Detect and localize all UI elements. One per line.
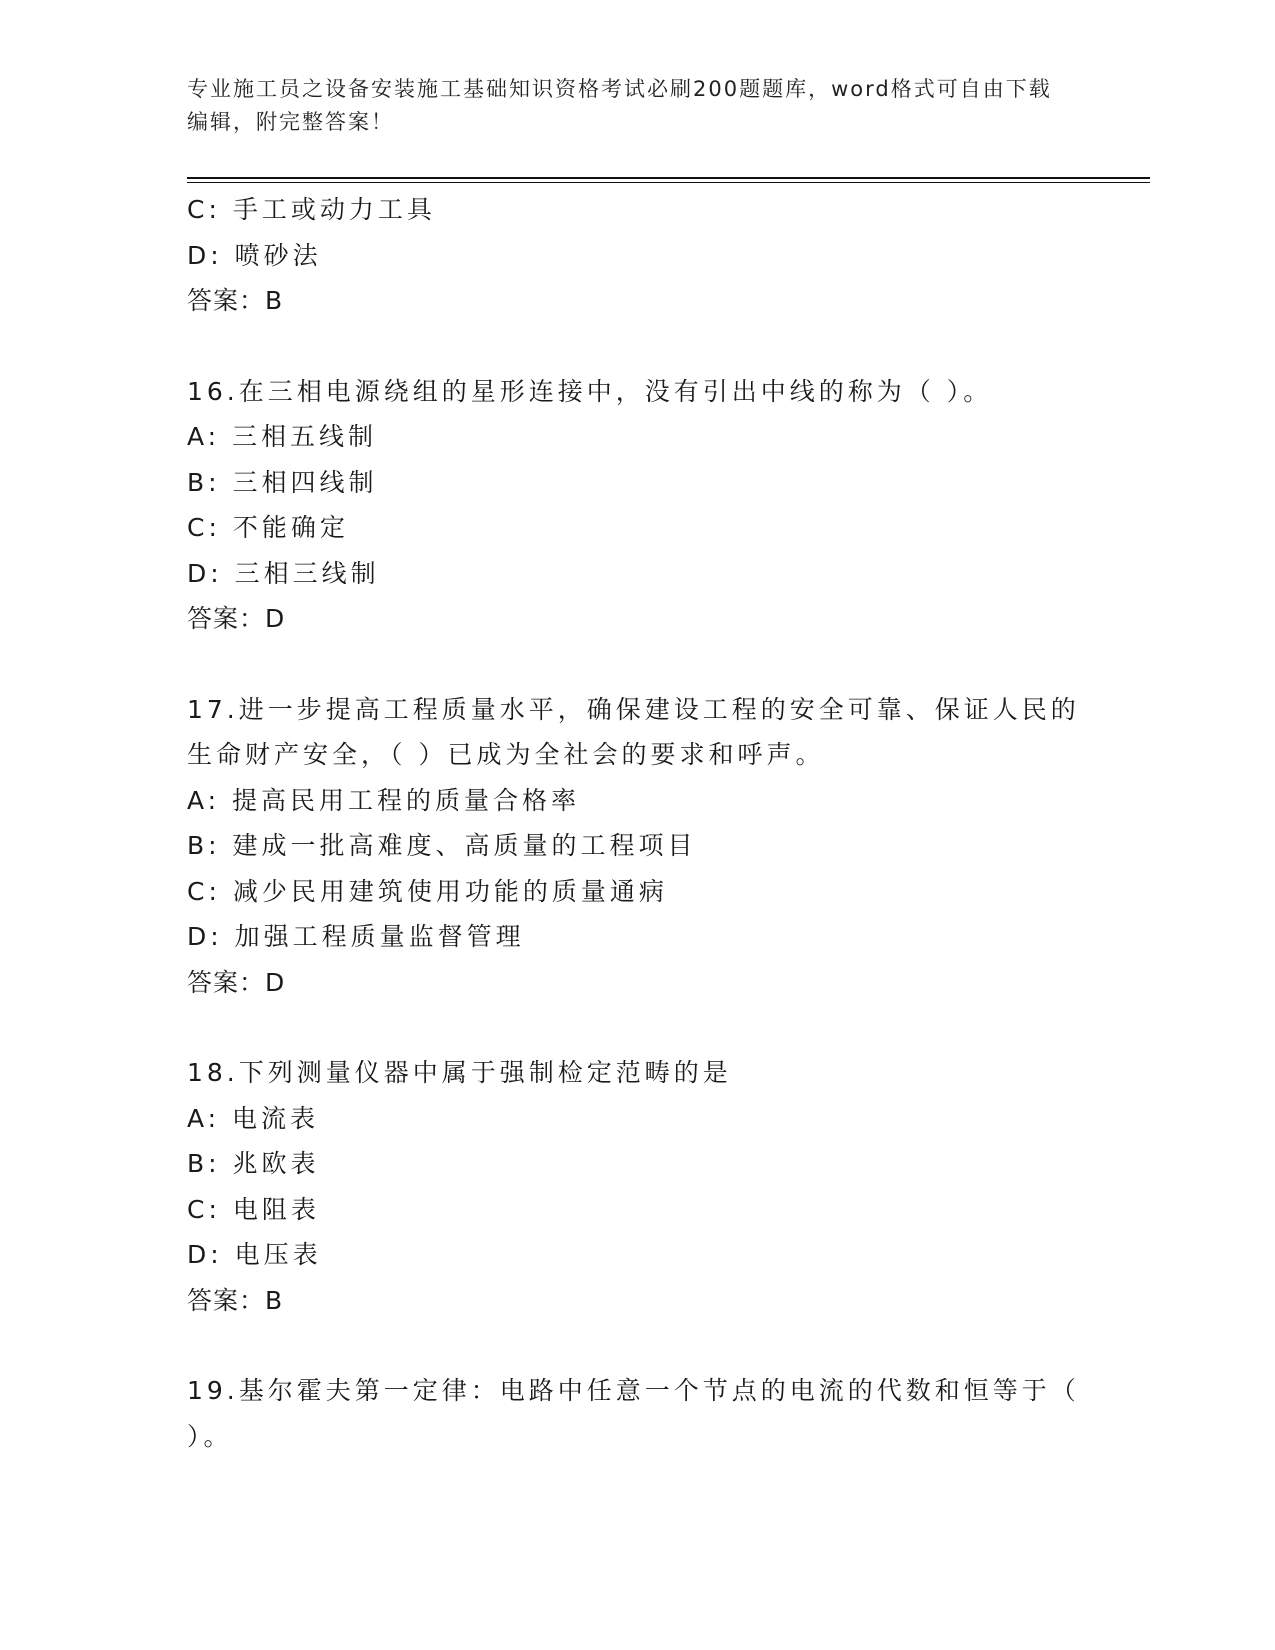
spacer	[187, 324, 1087, 369]
option-key: B:	[187, 467, 221, 497]
option-key: C:	[187, 1194, 221, 1224]
spacer	[187, 1005, 1087, 1050]
option-text: 三相三线制	[234, 558, 380, 588]
header-divider-thick	[187, 177, 1150, 179]
answer-line: 答案：D	[187, 604, 286, 633]
option-text: 不能确定	[232, 513, 349, 542]
option-key: C:	[187, 876, 221, 906]
page-header: 专业施工员之设备安装施工基础知识资格考试必刷200题题库，word格式可自由下载编辑，附完整答案！	[187, 77, 1052, 134]
option-text: 电阻表	[232, 1194, 320, 1224]
option-key: B:	[187, 831, 221, 860]
header-divider-thin	[187, 182, 1150, 183]
question-text-continued: ）。	[187, 1421, 233, 1451]
option-line	[187, 1187, 1087, 1233]
option-line	[187, 823, 1087, 869]
option-key: D:	[187, 1240, 223, 1269]
option-key: B:	[187, 1149, 221, 1178]
option-line	[187, 187, 1087, 233]
question-text-continued: 生命财产安全，（ ）已成为全社会的要求和呼声。	[187, 740, 825, 769]
option-key: C:	[187, 195, 221, 224]
question-list	[187, 187, 1087, 1459]
option-key: C:	[187, 513, 221, 542]
option-line	[187, 233, 1087, 279]
option-text: 喷砂法	[234, 240, 322, 270]
option-line	[187, 460, 1087, 506]
option-line	[187, 505, 1087, 551]
answer-line: 答案：B	[187, 1285, 284, 1315]
question-text: 17.进一步提高工程质量水平，确保建设工程的安全可靠、保证人民的	[187, 694, 1080, 724]
question-block-16	[187, 369, 1087, 642]
spacer	[187, 642, 1087, 687]
option-text: 三相五线制	[232, 422, 378, 451]
option-line	[187, 869, 1087, 915]
option-text: 减少民用建筑使用功能的质量通病	[232, 876, 668, 906]
option-line	[187, 914, 1087, 960]
option-line	[187, 414, 1087, 460]
partial-question-block	[187, 187, 1087, 324]
option-text: 提高民用工程的质量合格率	[232, 785, 581, 815]
option-text: 兆欧表	[232, 1149, 320, 1178]
option-line	[187, 778, 1087, 824]
question-text: 19.基尔霍夫第一定律：电路中任意一个节点的电流的代数和恒等于（	[187, 1376, 1080, 1405]
option-line	[187, 1141, 1087, 1187]
option-line	[187, 551, 1087, 597]
answer-line: 答案：D	[187, 967, 286, 997]
option-key: D:	[187, 558, 223, 588]
answer-line: 答案：B	[187, 286, 284, 315]
option-text: 三相四线制	[232, 467, 378, 497]
option-text: 建成一批高难度、高质量的工程项目	[232, 831, 697, 860]
question-block-19	[187, 1368, 1087, 1459]
option-key: A:	[187, 785, 221, 815]
option-text: 手工或动力工具	[232, 195, 436, 224]
option-line	[187, 1232, 1087, 1278]
option-text: 电流表	[232, 1103, 320, 1133]
option-text: 电压表	[234, 1240, 322, 1269]
question-block-18	[187, 1050, 1087, 1323]
option-key: A:	[187, 1103, 221, 1133]
option-text: 加强工程质量监督管理	[234, 922, 525, 951]
spacer	[187, 1323, 1087, 1368]
question-text: 18.下列测量仪器中属于强制检定范畴的是	[187, 1058, 732, 1087]
option-key: D:	[187, 240, 223, 270]
question-block-17	[187, 687, 1087, 1006]
option-key: D:	[187, 922, 223, 951]
option-line	[187, 1096, 1087, 1142]
option-key: A:	[187, 422, 221, 451]
question-text: 16.在三相电源绕组的星形连接中，没有引出中线的称为（ ）。	[187, 376, 993, 406]
